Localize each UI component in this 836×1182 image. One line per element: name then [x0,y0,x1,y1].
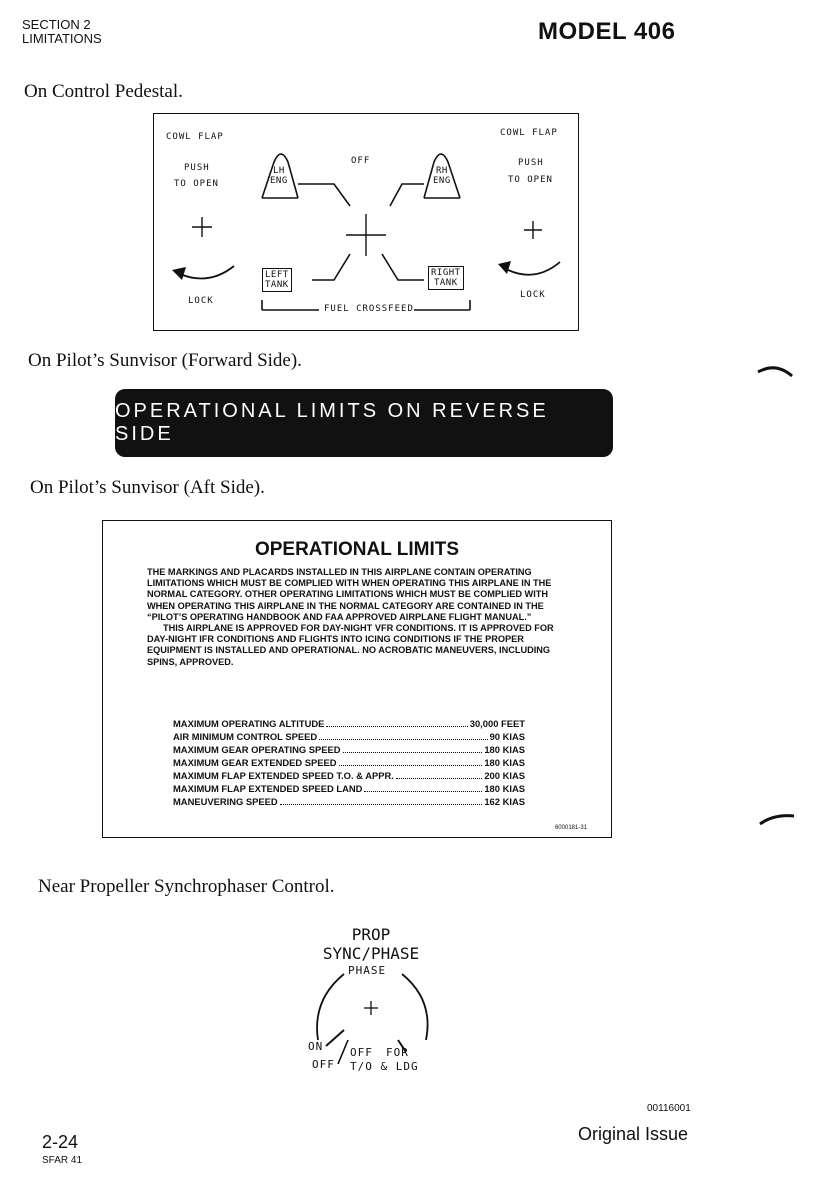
rh-eng-label-line1: RH [435,166,448,176]
cowl-flap-right-label: COWL FLAP [500,128,558,138]
limits-row-leader [364,791,482,792]
right-tank-label [428,266,464,290]
prop-title [316,925,426,963]
banner-text: OPERATIONAL LIMITS ON REVERSE SIDE [115,400,549,445]
limits-row [173,730,525,743]
limits-row [173,769,525,782]
limits-row-label: MAXIMUM FLAP EXTENDED SPEED LAND [173,783,363,794]
left-tank-label-line1: LEFT [265,270,289,280]
limits-body-paragraph-1: THE MARKINGS AND PLACARDS INSTALLED IN THIS AIRPLANE CONTAIN OPERATING LIMITATIONS WHICH MUST BE COMPLIED WITH WHEN OPERATING THIS AIRPLANE IN THE NORMAL CATEGORY. OTHER OPERATING LIMITATIONS WHICH MUST BE COMPLIED WITH WHEN OPERATING THIS AIRPLANE IN THE NORMAL CATEGORY ARE CONTAINED IN THE “PILOT’S OPERATING HANDBOOK AND FAA APPROVED AIRPLANE FLIGHT MANUAL.” [147,567,552,622]
lh-eng-label-line1: LH [272,166,285,176]
pedestal-placard [153,113,579,331]
right-tank-label-line1: RIGHT [431,268,461,278]
limits-row-leader [343,752,483,753]
fuel-crossfeed-label: FUEL CROSSFEED [320,304,418,314]
caption-sunvisor-forward: On Pilot’s Sunvisor (Forward Side). [28,350,302,371]
margin-mark-bottom [756,810,796,830]
caption-sunvisor-aft: On Pilot’s Sunvisor (Aft Side). [30,477,265,498]
limits-row-leader [339,765,483,766]
limits-table [173,717,525,808]
limits-row-leader [326,726,467,727]
limits-row [173,743,525,756]
limits-row-value: 30,000 FEET [469,718,525,729]
to-open-right-label: TO OPEN [508,175,553,185]
off-label: OFF [351,156,371,166]
document-code: 00116001 [647,1103,691,1114]
limits-row-value: 180 KIAS [484,757,525,768]
prop-title-line2: SYNC/PHASE [322,944,420,963]
limits-code: 6000181-31 [554,825,587,831]
limits-row [173,717,525,730]
phase-label: PHASE [348,964,387,977]
left-tank-label [262,268,292,292]
limits-row-value: 90 KIAS [489,731,525,742]
limits-row-value: 162 KIAS [484,796,525,807]
operational-limits-placard [102,520,612,838]
limits-row-label: MAXIMUM GEAR EXTENDED SPEED [173,757,337,768]
lock-left-label: LOCK [188,296,214,306]
prop-off-left-label: OFF [312,1058,335,1071]
limits-row-label: AIR MINIMUM CONTROL SPEED [173,731,318,742]
limits-row-label: MANEUVERING SPEED [173,796,278,807]
margin-mark-top [754,358,794,398]
pedestal-diagram [154,114,578,330]
push-left-label: PUSH [184,163,210,173]
limits-body-paragraph-2: THIS AIRPLANE IS APPROVED FOR DAY-NIGHT VFR CONDITIONS. IT IS APPROVED FOR DAY-NIGHT IFR CONDITIONS AND FLIGHTS INTO ICING CONDITIONS IF THE PROPER EQUIPMENT IS INSTALLED AND OPERATIONAL. NO ACROBATIC MANEUVERS, INCLUDING SPINS, APPROVED. [147,623,554,667]
operational-limits-banner [115,389,613,457]
rh-eng-label [431,165,453,187]
limits-row [173,795,525,808]
limits-title: OPERATIONAL LIMITS [254,539,460,560]
model-title: MODEL 406 [538,18,676,45]
limits-row-value: 180 KIAS [484,744,525,755]
lh-eng-label-line2: ENG [270,176,288,186]
lock-right-label: LOCK [520,290,546,300]
page-number: 2-24 [42,1132,79,1152]
limits-body [147,567,577,668]
limits-row-leader [319,739,487,740]
prop-for-label: FOR [386,1046,409,1059]
issue-label: Original Issue [578,1124,689,1144]
limits-row-leader [280,804,483,805]
limits-row [173,756,525,769]
limits-row [173,782,525,795]
section-number: SECTION 2 [22,17,91,32]
limits-row-label: MAXIMUM GEAR OPERATING SPEED [173,744,341,755]
prop-on-label: ON [308,1040,324,1053]
push-right-label: PUSH [518,158,544,168]
prop-title-line1: PROP [351,925,391,944]
lock-left-arrow-icon [180,266,234,279]
section-title: LIMITATIONS [22,31,102,46]
prop-off-pointer [326,1030,344,1046]
limits-row-value: 200 KIAS [484,770,525,781]
prop-off-label: OFF [350,1046,373,1059]
left-tank-label-line2: TANK [265,280,289,290]
rh-eng-label-line2: ENG [433,176,451,186]
lock-right-arrow-icon [504,262,560,275]
section-heading [22,18,102,46]
limits-row-value: 180 KIAS [484,783,525,794]
caption-pedestal: On Control Pedestal. [24,81,183,102]
limits-row-label: MAXIMUM OPERATING ALTITUDE [173,718,325,729]
sfar-label: SFAR 41 [42,1155,83,1166]
right-tank-label-line2: TANK [433,278,458,288]
prop-to-ldg-label: T/O & LDG [350,1060,419,1073]
lh-eng-label [268,165,290,187]
limits-row-leader [396,778,482,779]
to-open-left-label: TO OPEN [174,179,219,189]
cowl-flap-left-label: COWL FLAP [166,132,224,142]
caption-prop-sync: Near Propeller Synchrophaser Control. [38,876,335,897]
limits-row-label: MAXIMUM FLAP EXTENDED SPEED T.O. & APPR. [173,770,394,781]
